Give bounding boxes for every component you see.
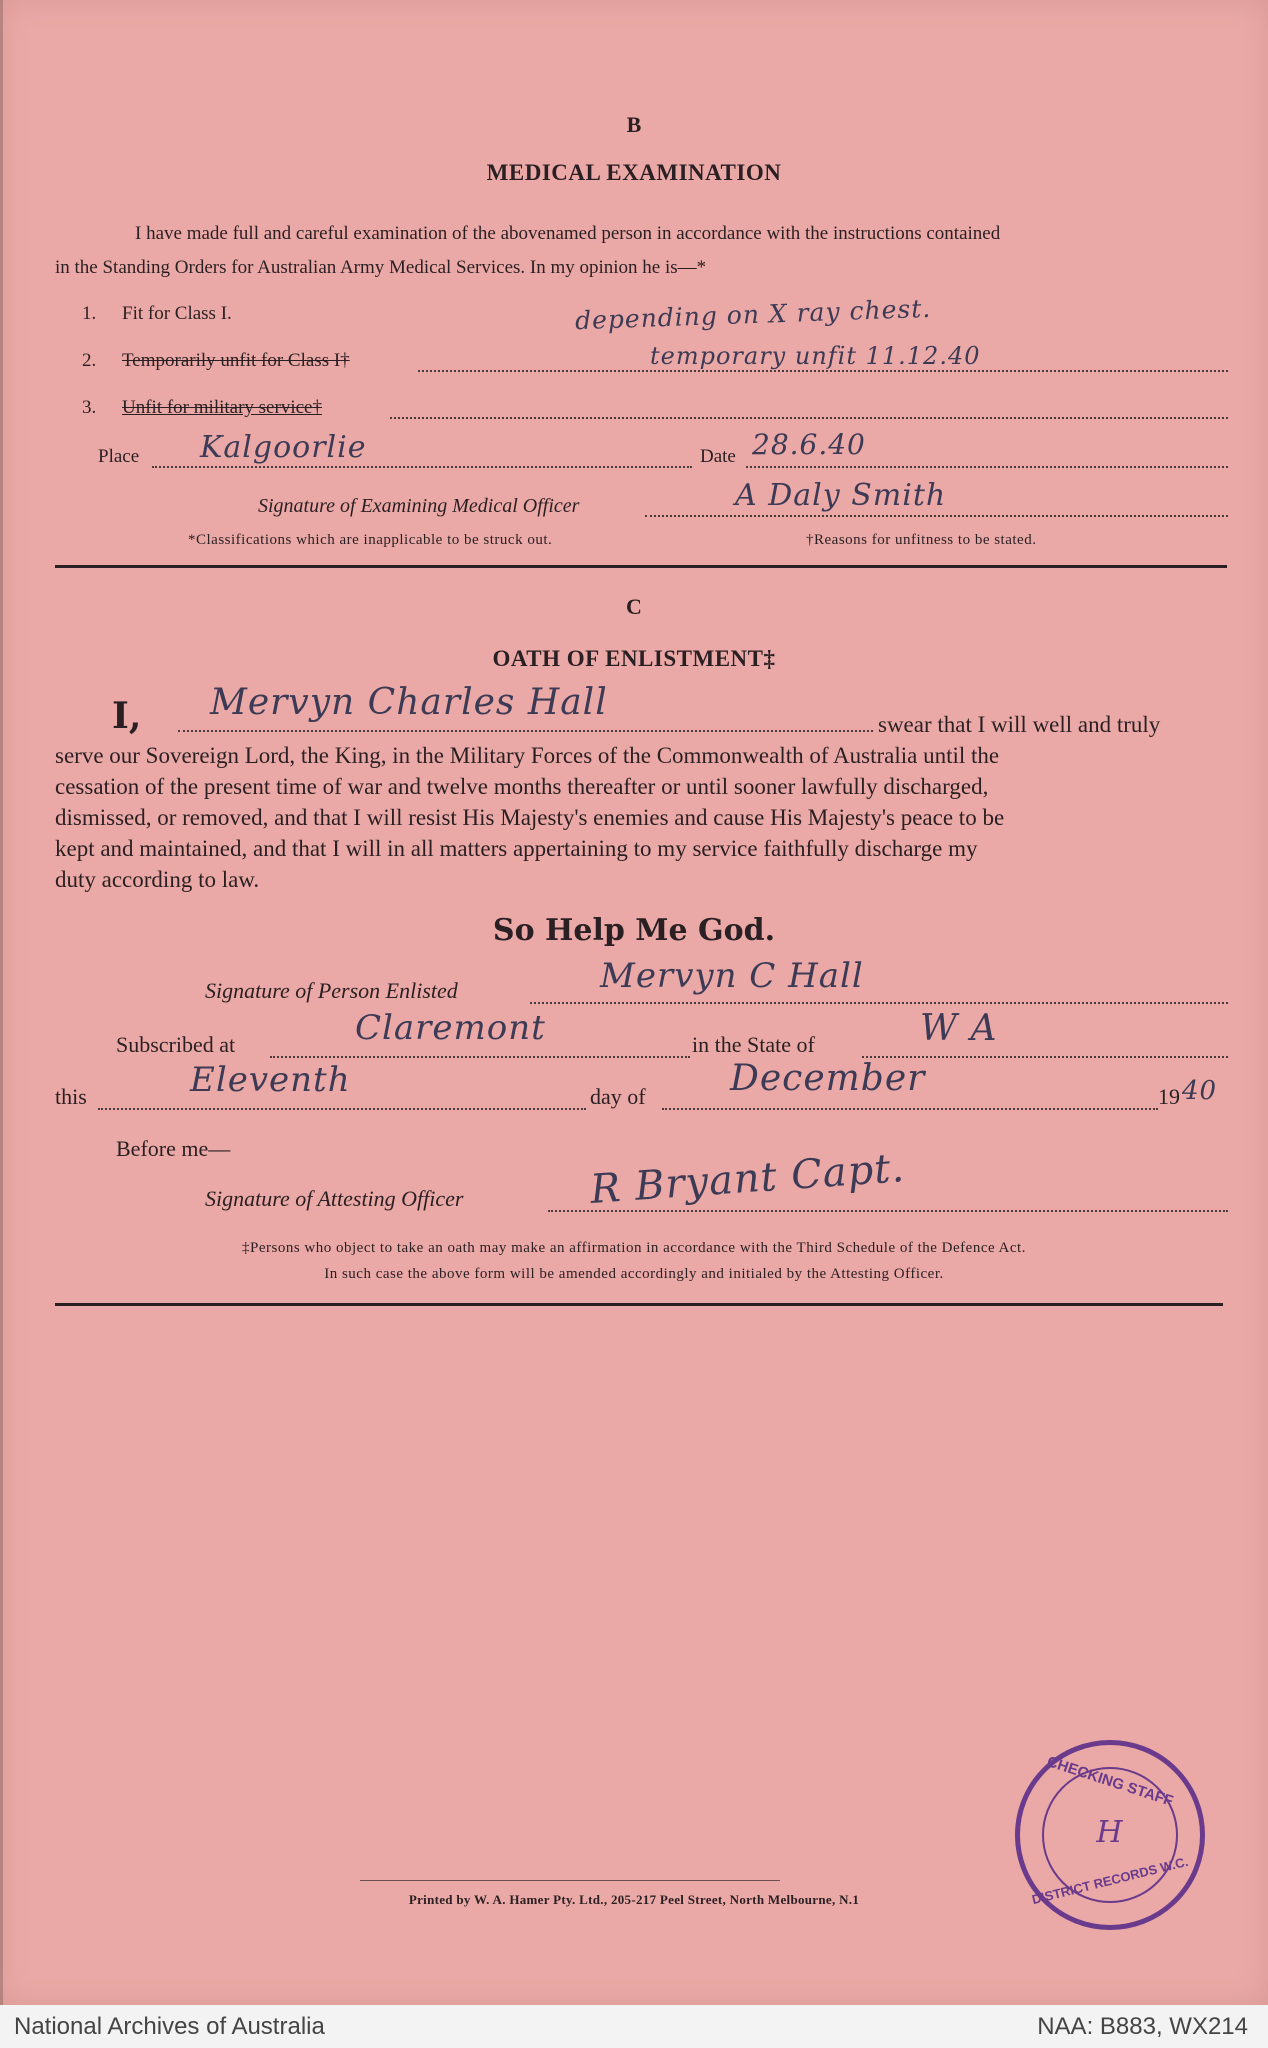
medical-officer-signature-label: Signature of Examining Medical Officer [258,495,580,517]
medical-officer-signature-line [645,515,1228,517]
place-dotted-line [152,466,692,468]
day-handwritten: Eleventh [190,1060,351,1100]
person-enlisted-signature-line [530,1002,1228,1004]
item2-label: Temporarily unfit for Class I† [122,350,350,371]
enlistee-name-handwritten: Mervyn Charles Hall [210,682,608,723]
section-b-title: MEDICAL EXAMINATION [486,160,782,185]
amendment-note: In such case the above form will be amended accordingly and initialed by the Attesting Officer. [324,1266,944,1282]
item1-handwritten-note: depending on X ray chest. [574,293,932,336]
attesting-officer-signature-line [548,1210,1228,1212]
item2-dotted-line [418,370,1228,372]
attesting-officer-signature-label: Signature of Attesting Officer [205,1186,464,1211]
subscribed-at-label: Subscribed at [116,1032,236,1057]
item2-handwritten-note: temporary unfit 11.12.40 [650,342,981,370]
date-handwritten: 28.6.40 [752,428,866,461]
printer-rule [360,1880,780,1881]
year-prefix: 19 [1158,1084,1180,1109]
footnote-classifications: *Classifications which are inapplicable to be struck out. [188,532,553,548]
item1-label: Fit for Class I. [122,303,232,324]
oath-line1-end: swear that I will well and truly [878,712,1161,737]
year-handwritten: 40 [1182,1076,1218,1106]
this-label: this [55,1084,87,1109]
stamp-bottom-text: DISTRICT RECORDS W.C. [1030,1853,1190,1908]
so-help-me-god: So Help Me God. [492,913,776,948]
archive-reference: NAA: B883, WX214 [1037,2013,1248,2040]
section-divider-b [55,565,1227,568]
oath-line4: dismissed, or removed, and that I will resist His Majesty's enemies and cause His Majesty's peace to be [55,805,1005,830]
item3-label: Unfit for military service† [122,397,322,418]
affirmation-note: ‡Persons who object to take an oath may make an affirmation in accordance with the Third Schedule of the Defence Act. [242,1240,1026,1256]
section-divider-c [55,1303,1223,1306]
month-line [662,1108,1158,1110]
oath-line5: kept and maintained, and that I will in all matters appertaining to my service faithfully discharge my [55,836,978,861]
section-b-letter: B [626,112,642,137]
place-label: Place [98,446,140,467]
item1-number: 1. [82,303,97,324]
section-c-title: OATH OF ENLISTMENT‡ [492,646,776,671]
oath-line3: cessation of the present time of war and twelve months thereafter or until sooner lawfully discharged, [55,774,989,799]
date-dotted-line [746,466,1228,468]
stamp-initial: H [1096,1815,1124,1850]
medical-intro-line2: in the Standing Orders for Australian Army Medical Services. In my opinion he is—* [55,257,707,278]
before-me-label: Before me— [116,1136,231,1161]
oath-i: I, [112,695,142,737]
item3-number: 3. [82,397,97,418]
item2-number: 2. [82,350,97,371]
name-dotted-line [178,730,873,732]
person-enlisted-signature-label: Signature of Person Enlisted [205,978,458,1003]
state-handwritten: W A [920,1008,998,1049]
archive-name: National Archives of Australia [14,2013,325,2040]
subscribed-at-line [270,1056,690,1058]
date-label: Date [700,446,736,467]
oath-line2: serve our Sovereign Lord, the King, in the Military Forces of the Commonwealth of Australia until the [55,743,1000,768]
subscribed-at-handwritten: Claremont [355,1008,546,1048]
attesting-officer-signature: R Bryant Capt. [588,1145,907,1213]
day-of-label: day of [590,1084,646,1109]
item3-dotted-line [390,417,1228,419]
stamp-top-text: CHECKING STAFF [1044,1753,1176,1810]
day-line [98,1108,586,1110]
printer-credit: Printed by W. A. Hamer Pty. Ltd., 205-217 Peel Street, North Melbourne, N.1 [408,1892,860,1907]
medical-intro-line1: I have made full and careful examination of the abovenamed person in accordance with the instructions contained [135,223,1001,244]
place-handwritten: Kalgoorlie [200,430,367,465]
section-c-letter: C [626,594,642,619]
medical-officer-signature: A Daly Smith [735,478,947,513]
archive-footer [0,2005,1268,2048]
person-enlisted-signature: Mervyn C Hall [600,956,864,996]
oath-line6: duty according to law. [55,867,260,892]
state-of-label: in the State of [692,1032,815,1057]
footnote-reasons: †Reasons for unfitness to be stated. [806,532,1037,548]
month-handwritten: December [730,1058,926,1099]
